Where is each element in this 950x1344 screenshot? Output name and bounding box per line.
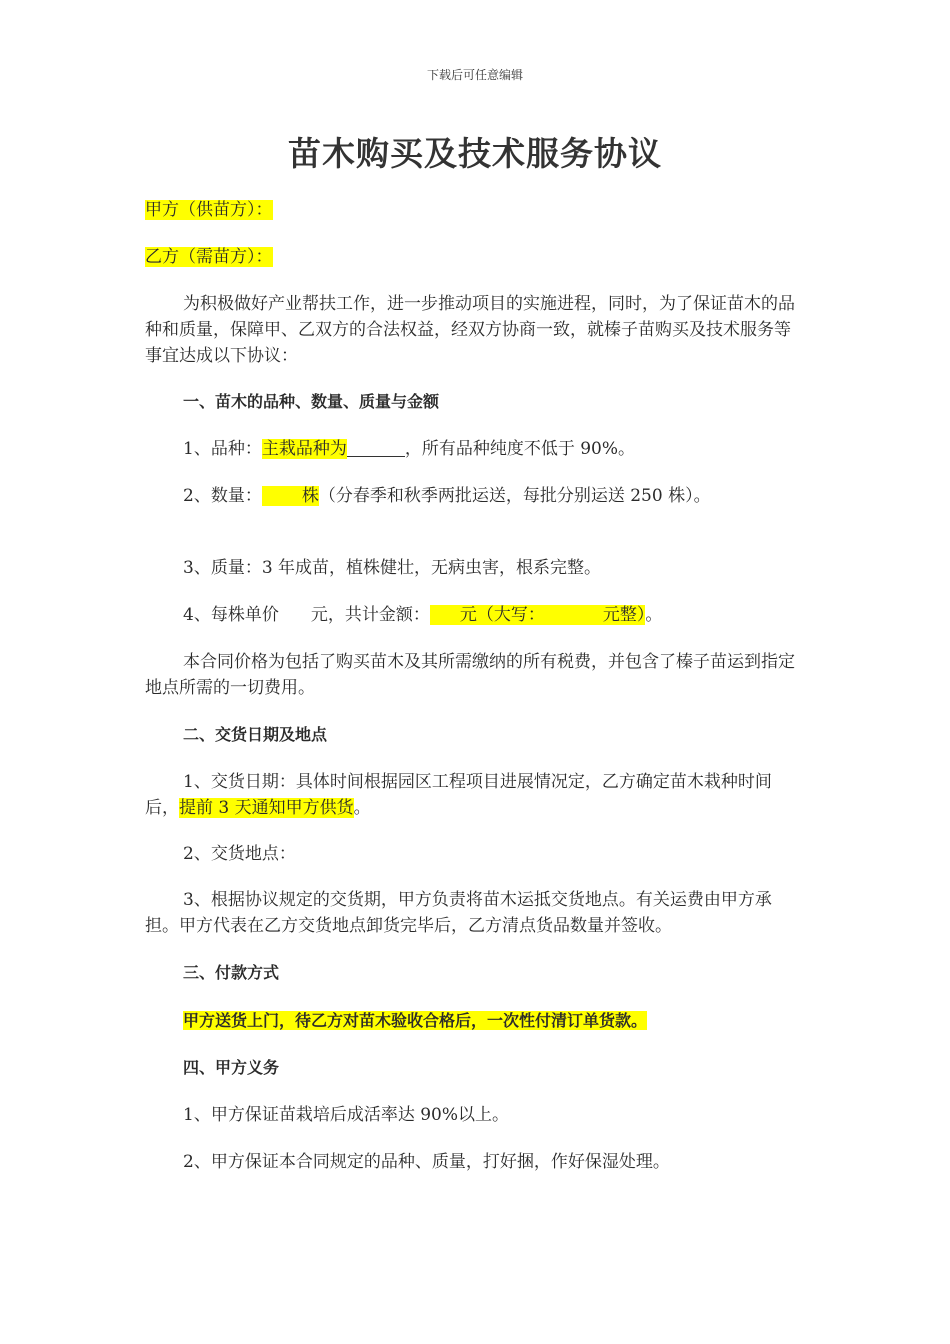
section2-item3: 3、根据协议规定的交货期，甲方负责将苗木运抵交货地点。有关运费由甲方承担。甲方代表在乙方交货地点卸货完毕后，乙方清点货品数量并签收。 — [145, 890, 772, 936]
variety-blank — [347, 438, 405, 457]
delivery-date-text: 1、交货日期：具体时间根据园区工程项目进展情况定，乙方确定苗木栽种时间后， — [145, 772, 772, 818]
item1-highlight: 主栽品种为 — [261, 439, 347, 459]
amount-field — [430, 605, 646, 625]
header-note: 下载后可任意编辑 — [426, 68, 523, 82]
section2-item1 — [145, 769, 805, 821]
section2-heading: 二、交货日期及地点 — [183, 725, 328, 744]
payment-text: 甲方送货上门，待乙方对苗木验收合格后，一次性付清订单货款。 — [183, 1011, 648, 1030]
item4-mid: 元，共计金额： — [310, 605, 430, 625]
party-a-label: 甲方（供苗方）： — [145, 200, 273, 220]
party-a-line — [145, 197, 810, 223]
section1-item4 — [183, 602, 848, 628]
item4-highlight-a: 元（大写： — [459, 605, 545, 625]
section4-heading: 四、甲方义务 — [183, 1058, 280, 1077]
item2-suffix: （分春季和秋季两批运送，每批分别运送 250 株）。 — [318, 486, 711, 506]
price-note: 本合同价格为包括了购买苗木及其所需缴纳的所有税费，并包含了榛子苗运到指定地点所需的一切费用。 — [145, 652, 795, 698]
item4-highlight-b: 元整） — [602, 605, 646, 625]
section4-item1: 1、甲方保证苗栽培后成活率达 90%以上。 — [183, 1105, 510, 1125]
quantity-field — [262, 486, 319, 506]
section1-item3: 3、质量：3 年成苗，植株健壮，无病虫害，根系完整。 — [183, 558, 602, 578]
item1-suffix: ，所有品种纯度不低于 90%。 — [404, 439, 636, 459]
party-b-line — [145, 244, 810, 270]
section1-item2 — [183, 483, 848, 509]
section1-heading: 一、苗木的品种、数量、质量与金额 — [183, 392, 440, 411]
section3-heading: 三、付款方式 — [183, 963, 280, 982]
delivery-date-highlight: 提前 3 天通知甲方供货 — [179, 798, 354, 818]
item2-highlight: 株 — [301, 486, 319, 506]
section4-item2: 2、甲方保证本合同规定的品种、质量，打好捆，作好保湿处理。 — [183, 1152, 670, 1172]
section2-item2: 2、交货地点： — [183, 844, 296, 864]
item4-suffix: 。 — [645, 605, 663, 625]
party-b-label: 乙方（需苗方）： — [145, 247, 273, 267]
section3-text-line — [183, 1008, 848, 1034]
delivery-date-suffix: 。 — [353, 798, 371, 818]
item4-prefix: 4、每株单价 — [183, 605, 279, 625]
item1-prefix: 1、品种： — [183, 439, 262, 459]
intro-paragraph: 为积极做好产业帮扶工作，进一步推动项目的实施进程，同时，为了保证苗木的品种和质量，保障甲、乙双方的合法权益，经双方协商一致，就榛子苗购买及技术服务等事宜达成以下协议： — [145, 294, 795, 366]
item2-prefix: 2、数量： — [183, 486, 262, 506]
page-title: 苗木购买及技术服务协议 — [288, 134, 662, 173]
section1-item1 — [183, 436, 848, 462]
